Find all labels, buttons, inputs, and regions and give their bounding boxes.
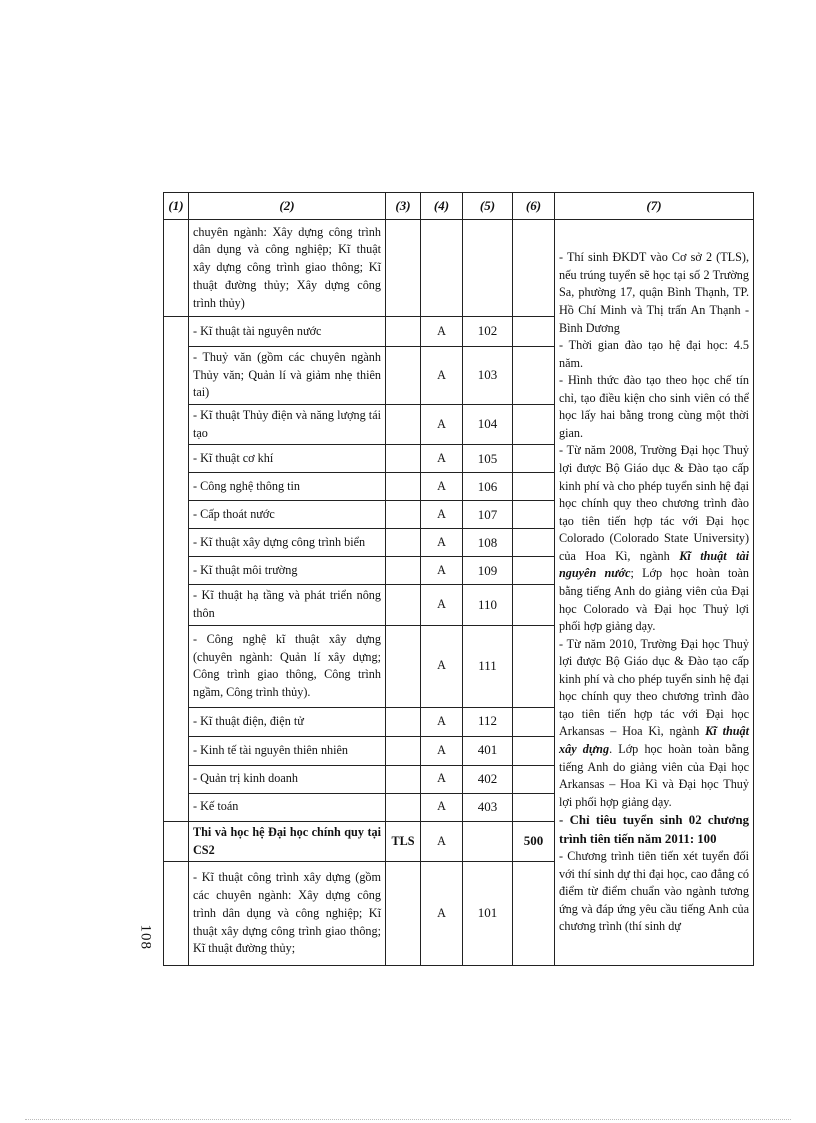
- quota: [513, 707, 555, 736]
- major-name: - Công nghệ thông tin: [189, 473, 386, 501]
- quota: [513, 625, 555, 707]
- school-code: [386, 625, 421, 707]
- major-code: 401: [463, 736, 513, 765]
- major-name: - Kĩ thuật hạ tầng và phát triển nông thôn: [189, 585, 386, 625]
- exam-block: A: [421, 405, 463, 445]
- exam-block: [421, 220, 463, 317]
- major-name: - Cấp thoát nước: [189, 501, 386, 529]
- header-col-3: (3): [386, 193, 421, 220]
- school-code: [386, 862, 421, 966]
- header-row: [164, 193, 754, 220]
- school-code: [386, 405, 421, 445]
- exam-block: A: [421, 793, 463, 821]
- exam-block: A: [421, 445, 463, 473]
- col1-cell-group: [164, 317, 189, 822]
- exam-block: A: [421, 529, 463, 557]
- exam-block: A: [421, 501, 463, 529]
- major-code: 110: [463, 585, 513, 625]
- major-code: 107: [463, 501, 513, 529]
- header-col-7: (7): [555, 193, 754, 220]
- quota: [513, 473, 555, 501]
- school-code: [386, 529, 421, 557]
- school-code: [386, 317, 421, 347]
- col1-cell-bottom: [164, 862, 189, 966]
- note-arkansas-program: - Từ năm 2010, Trường Đại học Thuỷ lợi được Bộ Giáo dục & Đào tạo cấp kinh phí và cho phép tuyển sinh hệ đại học chính quy theo chương trình đào tạo tiên tiến hợp tác với Đại học Arkansas – Hoa Kì, ngành Kĩ thuật xây dựng. Lớp học hoàn toàn bằng tiếng Anh do giảng viên của Đại học Arkansas – Hoa Kì và Đại học Thuỷ lợi phối hợp giảng dạy.: [559, 636, 749, 809]
- major-code: 106: [463, 473, 513, 501]
- quota: 500: [513, 821, 555, 861]
- exam-block: A: [421, 317, 463, 347]
- school-code: [386, 707, 421, 736]
- quota: [513, 529, 555, 557]
- school-code: [386, 445, 421, 473]
- quota: [513, 405, 555, 445]
- major-code: 103: [463, 347, 513, 405]
- quota: [513, 585, 555, 625]
- major-name: - Kĩ thuật cơ khí: [189, 445, 386, 473]
- quota: [513, 557, 555, 585]
- major-code: 109: [463, 557, 513, 585]
- major-name: chuyên ngành: Xây dựng công trình dân dụng và công nghiệp; Kĩ thuật xây dựng công trình giao thông; Kĩ thuật đường thủy; Xây dựng công trình thủy): [189, 220, 386, 317]
- note-credit-system: - Hình thức đào tạo theo học chế tín chỉ, tạo điều kiện cho sinh viên có thể học lấy hai bằng trong cùng một thời gian.: [559, 373, 749, 440]
- exam-block: A: [421, 736, 463, 765]
- note-emphasis: Kĩ thuật tài nguyên nước: [559, 548, 749, 581]
- major-code: [463, 821, 513, 861]
- note-emphasis: Kĩ thuật xây dựng: [559, 724, 749, 757]
- major-name: - Công nghệ kĩ thuật xây dựng (chuyên ngành: Quản lí xây dựng; Công trình giao thông, Công trình ngầm, Công trình thủy).: [189, 625, 386, 707]
- page-number: 108: [137, 924, 154, 950]
- major-code: 102: [463, 317, 513, 347]
- major-name: - Kĩ thuật tài nguyên nước: [189, 317, 386, 347]
- major-name: - Quản trị kinh doanh: [189, 765, 386, 793]
- quota: [513, 317, 555, 347]
- major-name: - Thuỷ văn (gồm các chuyên ngành Thủy văn; Quản lí và giảm nhẹ thiên tai): [189, 347, 386, 405]
- header-col-1: (1): [164, 193, 189, 220]
- header-col-5: (5): [463, 193, 513, 220]
- admissions-table: [163, 192, 754, 966]
- note-duration: - Thời gian đào tạo hệ đại học: 4.5 năm.: [559, 338, 749, 370]
- school-code: [386, 793, 421, 821]
- header-col-4: (4): [421, 193, 463, 220]
- school-code: [386, 473, 421, 501]
- major-code: 105: [463, 445, 513, 473]
- school-code: [386, 585, 421, 625]
- major-name: - Kĩ thuật Thủy điện và năng lượng tái tạo: [189, 405, 386, 445]
- major-code: 402: [463, 765, 513, 793]
- header-col-2: (2): [189, 193, 386, 220]
- major-code: 111: [463, 625, 513, 707]
- page-bottom-rule: [25, 1119, 791, 1120]
- major-code: 112: [463, 707, 513, 736]
- school-code: [386, 736, 421, 765]
- note-advanced-program: - Chương trình tiên tiến xét tuyển đối với thí sinh dự thi đại học, cao đẳng có điểm từ điểm chuẩn vào ngành tương ứng và đáp ứng yêu cầu tiếng Anh của chương trình (thí sinh dự: [559, 849, 749, 934]
- table-row: [164, 220, 754, 317]
- major-code: 403: [463, 793, 513, 821]
- note-quota-heading: - Chỉ tiêu tuyển sinh 02 chương trình tiên tiến năm 2011: 100: [559, 813, 749, 846]
- quota: [513, 862, 555, 966]
- exam-block: A: [421, 821, 463, 861]
- exam-block: A: [421, 625, 463, 707]
- major-code: 104: [463, 405, 513, 445]
- major-name: - Kĩ thuật môi trường: [189, 557, 386, 585]
- quota: [513, 736, 555, 765]
- note-colorado-program: - Từ năm 2008, Trường Đại học Thuỷ lợi được Bộ Giáo dục & Đào tạo cấp kinh phí và cho phép tuyển sinh hệ đại học chính quy theo chương trình đào tạo tiên tiến hợp tác với Đại học Colorado (Colorado State University) của Hoa Kì, ngành Kĩ thuật tài nguyên nước; Lớp học hoàn toàn bằng tiếng Anh do giảng viên của Đại học Colorado và Đại học Thuỷ lợi phối hợp giảng dạy.: [559, 443, 750, 634]
- major-name: - Kĩ thuật điện, điện tử: [189, 707, 386, 736]
- col1-cell: [164, 821, 189, 861]
- school-code: [386, 501, 421, 529]
- school-code: [386, 347, 421, 405]
- quota: [513, 501, 555, 529]
- exam-block: A: [421, 473, 463, 501]
- campus-group-heading: Thi và học hệ Đại học chính quy tại CS2: [189, 821, 386, 861]
- header-col-6: (6): [513, 193, 555, 220]
- exam-block: A: [421, 347, 463, 405]
- note-campus: - Thí sinh ĐKDT vào Cơ sở 2 (TLS), nếu trúng tuyển sẽ học tại số 2 Trường Sa, phường 17, quận Bình Thạnh, TP. Hồ Chí Minh và Thị trấn An Thạnh - Bình Dương: [559, 250, 749, 335]
- exam-block: A: [421, 707, 463, 736]
- quota: [513, 765, 555, 793]
- major-name: - Kĩ thuật xây dựng công trình biển: [189, 529, 386, 557]
- exam-block: A: [421, 765, 463, 793]
- school-code: [386, 557, 421, 585]
- exam-block: A: [421, 557, 463, 585]
- exam-block: A: [421, 862, 463, 966]
- quota: [513, 793, 555, 821]
- major-name: - Kinh tế tài nguyên thiên nhiên: [189, 736, 386, 765]
- major-name: - Kế toán: [189, 793, 386, 821]
- school-code: TLS: [386, 821, 421, 861]
- major-code: [463, 220, 513, 317]
- quota: [513, 220, 555, 317]
- major-code: 101: [463, 862, 513, 966]
- school-code: [386, 220, 421, 317]
- major-name: - Kĩ thuật công trình xây dựng (gồm các chuyên ngành: Xây dựng công trình dân dụng và công nghiệp; Kĩ thuật xây dựng công trình giao thông; Kĩ thuật đường thủy;: [189, 862, 386, 966]
- exam-block: A: [421, 585, 463, 625]
- school-code: [386, 765, 421, 793]
- notes-cell: [555, 220, 754, 966]
- major-code: 108: [463, 529, 513, 557]
- quota: [513, 347, 555, 405]
- quota: [513, 445, 555, 473]
- col1-cell-top: [164, 220, 189, 317]
